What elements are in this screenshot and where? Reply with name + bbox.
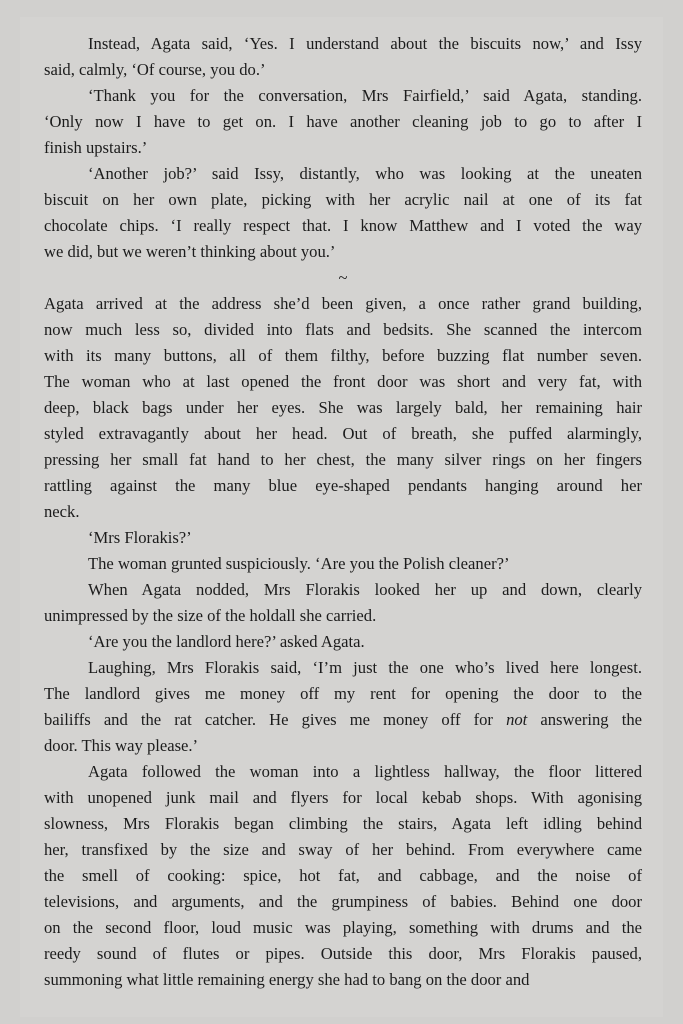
text-span: bailiffs and the rat catcher. He gives me money off for <box>44 710 507 729</box>
text-line: summoning what little remaining energy she had to bang on the door and <box>44 970 530 989</box>
text-line: reedy sound of flutes or pipes. Outside this door, Mrs Florakis paused, <box>44 944 642 963</box>
text-line: ~ <box>338 268 348 287</box>
text-line: neck. <box>44 502 80 521</box>
text-line: ‘Thank you for the conversation, Mrs Fairfield,’ said Agata, standing. <box>88 86 642 105</box>
text-line: styled extravagantly about her head. Out of breath, she puffed alarmingly, <box>44 424 642 443</box>
text-line: now much less so, divided into flats and bedsits. She scanned the intercom <box>44 320 642 339</box>
section-break <box>44 265 642 291</box>
paragraph <box>44 759 642 993</box>
text-line: the smell of cooking: spice, hot fat, and cabbage, and the noise of <box>44 866 642 885</box>
text-line: pressing her small fat hand to her chest, the many silver rings on her fingers <box>44 450 642 469</box>
text-line: When Agata nodded, Mrs Florakis looked her up and down, clearly <box>88 580 642 599</box>
text-line <box>44 707 642 733</box>
text-line: door. This way please.’ <box>44 736 199 755</box>
text-line: The landlord gives me money off my rent for opening the door to the <box>44 684 642 703</box>
paragraph <box>44 655 642 759</box>
text-line: ‘Only now I have to get on. I have another cleaning job to go to after I <box>44 112 642 131</box>
text-line: on the second floor, loud music was playing, something with drums and the <box>44 918 642 937</box>
text-line: The woman who at last opened the front door was short and very fat, with <box>44 372 642 391</box>
text-line: ‘Another job?’ said Issy, distantly, who was looking at the uneaten <box>88 164 642 183</box>
text-line: her, transfixed by the size and sway of her behind. From everywhere came <box>44 840 642 859</box>
text-line: The woman grunted suspiciously. ‘Are you the Polish cleaner?’ <box>88 554 510 573</box>
text-line: Instead, Agata said, ‘Yes. I understand about the biscuits now,’ and Issy <box>88 34 642 53</box>
paragraph <box>44 629 642 655</box>
text-line: televisions, and arguments, and the grumpiness of babies. Behind one door <box>44 892 642 911</box>
text-line: chocolate chips. ‘I really respect that. I know Matthew and I voted the way <box>44 216 642 235</box>
text-line: finish upstairs.’ <box>44 138 148 157</box>
text-line: rattling against the many blue eye-shaped pendants hanging around her <box>44 476 642 495</box>
text-line: with unopened junk mail and flyers for local kebab shops. With agonising <box>44 788 642 807</box>
italic-text: not <box>506 710 528 729</box>
text-span: answering the <box>527 710 642 729</box>
text-line: slowness, Mrs Florakis began climbing the stairs, Agata left idling behind <box>44 814 642 833</box>
text-line: unimpressed by the size of the holdall she carried. <box>44 606 377 625</box>
paragraph <box>44 161 642 265</box>
text-line: ‘Mrs Florakis?’ <box>88 528 192 547</box>
text-line: deep, black bags under her eyes. She was largely bald, her remaining hair <box>44 398 642 417</box>
text-line: said, calmly, ‘Of course, you do.’ <box>44 60 266 79</box>
text-line: ‘Are you the landlord here?’ asked Agata. <box>88 632 365 651</box>
text-line: with its many buttons, all of them filthy, before buzzing flat number seven. <box>44 346 642 365</box>
text-line: Agata followed the woman into a lightless hallway, the floor littered <box>88 762 642 781</box>
body-text <box>44 31 642 993</box>
paragraph <box>44 291 642 525</box>
text-line: Laughing, Mrs Florakis said, ‘I’m just the one who’s lived here longest. <box>88 658 642 677</box>
paragraph <box>44 551 642 577</box>
paragraph <box>44 31 642 83</box>
text-line: Agata arrived at the address she’d been given, a once rather grand building, <box>44 294 642 313</box>
paragraph <box>44 525 642 551</box>
text-line: biscuit on her own plate, picking with her acrylic nail at one of its fat <box>44 190 642 209</box>
paragraph <box>44 83 642 161</box>
text-line: we did, but we weren’t thinking about you.’ <box>44 242 336 261</box>
paragraph <box>44 577 642 629</box>
